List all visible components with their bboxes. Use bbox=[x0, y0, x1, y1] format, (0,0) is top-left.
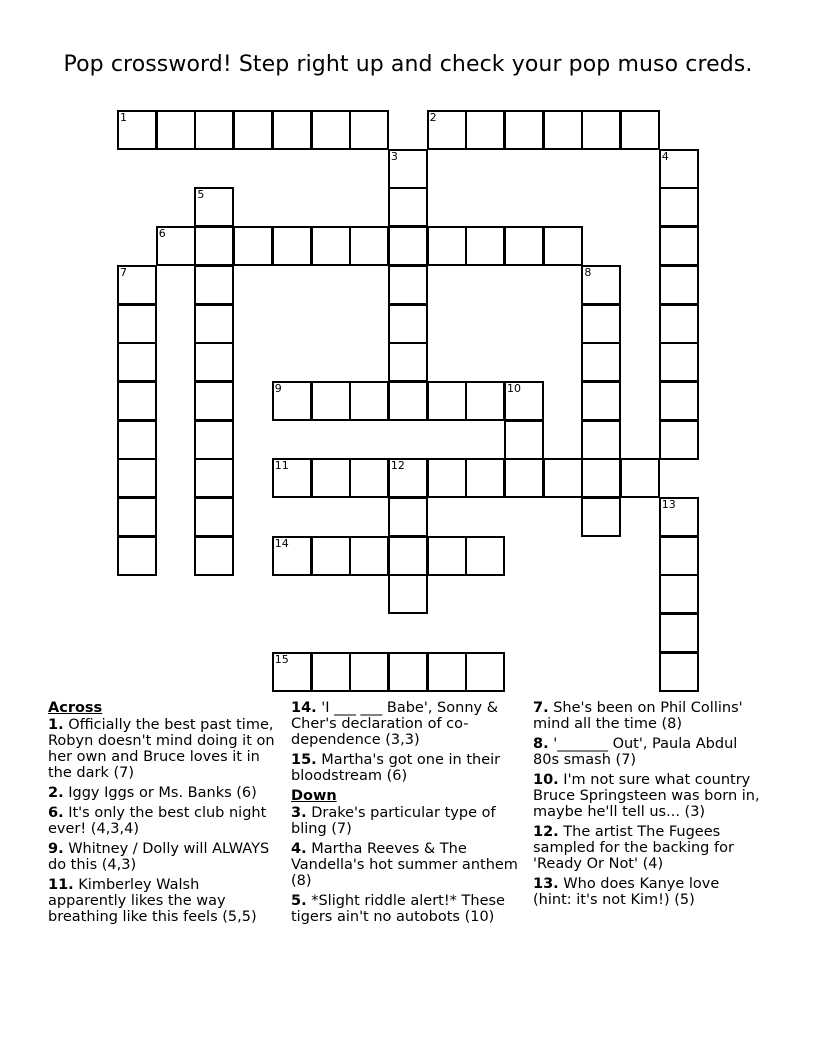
crossword-cell[interactable] bbox=[311, 458, 351, 498]
crossword-cell[interactable] bbox=[194, 536, 234, 576]
clue-item-number: 13. bbox=[533, 876, 559, 892]
crossword-cell[interactable] bbox=[465, 226, 505, 266]
crossword-cell[interactable] bbox=[659, 497, 699, 537]
clue-item-text: I'm not sure what country Bruce Springsteen was born in, maybe he'll tell us... (3) bbox=[533, 772, 760, 820]
clue-item-text: She's been on Phil Collins' mind all the time (8) bbox=[533, 700, 743, 732]
crossword-cell[interactable] bbox=[659, 652, 699, 692]
crossword-cell[interactable] bbox=[388, 149, 428, 189]
clue-item bbox=[48, 805, 280, 837]
crossword-cell[interactable] bbox=[311, 381, 351, 421]
crossword-cell[interactable] bbox=[581, 458, 621, 498]
clue-item bbox=[533, 700, 761, 732]
crossword-cell[interactable] bbox=[388, 652, 428, 692]
crossword-cell[interactable] bbox=[659, 536, 699, 576]
clue-number: 8 bbox=[584, 265, 592, 279]
crossword-cell[interactable] bbox=[311, 536, 351, 576]
clue-item bbox=[48, 841, 280, 873]
crossword-cell[interactable] bbox=[117, 304, 157, 344]
clue-item-text: Who does Kanye love (hint: it's not Kim!) (5) bbox=[533, 876, 720, 908]
puzzle-title: Pop crossword! Step right up and check your pop muso creds. bbox=[63, 52, 753, 77]
clue-item bbox=[533, 772, 761, 820]
crossword-cell[interactable] bbox=[272, 536, 312, 576]
crossword-cell[interactable] bbox=[581, 381, 621, 421]
clue-item-text: Whitney / Dolly will ALWAYS do this (4,3) bbox=[48, 841, 270, 873]
clue-item bbox=[48, 877, 280, 925]
crossword-cell[interactable] bbox=[543, 110, 583, 150]
crossword-cell[interactable] bbox=[659, 304, 699, 344]
crossword-cell[interactable] bbox=[272, 458, 312, 498]
clue-item-number: 3. bbox=[291, 805, 307, 821]
clue-item-text: Kimberley Walsh apparently likes the way breathing like this feels (5,5) bbox=[48, 877, 257, 925]
clue-item-number: 8. bbox=[533, 736, 549, 752]
crossword-cell[interactable] bbox=[194, 265, 234, 305]
clue-number: 5 bbox=[197, 188, 205, 202]
clue-item bbox=[48, 785, 280, 801]
crossword-cell[interactable] bbox=[659, 613, 699, 653]
clues-column-2 bbox=[291, 700, 527, 929]
crossword-cell[interactable] bbox=[194, 381, 234, 421]
clue-item-number: 11. bbox=[48, 877, 74, 893]
clue-number: 12 bbox=[390, 459, 405, 473]
crossword-cell[interactable] bbox=[349, 458, 389, 498]
clue-item-number: 6. bbox=[48, 805, 64, 821]
crossword-cell[interactable] bbox=[156, 110, 196, 150]
crossword-cell[interactable] bbox=[117, 458, 157, 498]
crossword-cell[interactable] bbox=[427, 226, 467, 266]
clue-number: 10 bbox=[507, 381, 521, 395]
crossword-cell[interactable] bbox=[465, 458, 505, 498]
down-clue-list bbox=[291, 805, 527, 925]
crossword-cell[interactable] bbox=[427, 110, 467, 150]
crossword-cell[interactable] bbox=[194, 187, 234, 227]
clue-item-number: 2. bbox=[48, 785, 64, 801]
across-clue-list-continued bbox=[291, 700, 527, 784]
clue-item bbox=[533, 824, 761, 872]
clue-item-text: Martha Reeves & The Vandella's hot summer anthem (8) bbox=[291, 841, 518, 889]
clue-number: 3 bbox=[390, 149, 398, 163]
crossword-cell[interactable] bbox=[581, 342, 621, 382]
crossword-cell[interactable] bbox=[581, 110, 621, 150]
crossword-cell[interactable] bbox=[233, 110, 273, 150]
crossword-cell[interactable] bbox=[349, 652, 389, 692]
clue-number: 11 bbox=[274, 459, 289, 473]
crossword-cell[interactable] bbox=[465, 110, 505, 150]
crossword-cell[interactable] bbox=[388, 536, 428, 576]
crossword-cell[interactable] bbox=[581, 497, 621, 537]
crossword-cell[interactable] bbox=[504, 420, 544, 460]
down-heading: Down bbox=[291, 788, 337, 804]
clue-item-text: Officially the best past time, Robyn doesn't mind doing it on her own and Bruce loves it in the dark (7) bbox=[48, 717, 275, 781]
crossword-cell[interactable] bbox=[465, 536, 505, 576]
crossword-cell[interactable] bbox=[117, 536, 157, 576]
crossword-cell[interactable] bbox=[427, 458, 467, 498]
crossword-cell[interactable] bbox=[117, 497, 157, 537]
crossword-cell[interactable] bbox=[504, 458, 544, 498]
crossword-cell[interactable] bbox=[388, 304, 428, 344]
crossword-cell[interactable] bbox=[581, 265, 621, 305]
crossword-cell[interactable] bbox=[117, 110, 157, 150]
crossword-cell[interactable] bbox=[504, 110, 544, 150]
clue-item-number: 10. bbox=[533, 772, 559, 788]
crossword-cell[interactable] bbox=[659, 420, 699, 460]
crossword-cell[interactable] bbox=[233, 226, 273, 266]
clue-item bbox=[291, 700, 527, 748]
clue-number: 14 bbox=[274, 536, 289, 550]
crossword-cell[interactable] bbox=[194, 497, 234, 537]
clue-item bbox=[291, 841, 527, 889]
clue-item-text: Drake's particular type of bling (7) bbox=[291, 805, 496, 837]
clue-item-number: 4. bbox=[291, 841, 307, 857]
crossword-cell[interactable] bbox=[388, 574, 428, 614]
crossword-cell[interactable] bbox=[349, 110, 389, 150]
clue-item-number: 9. bbox=[48, 841, 64, 857]
crossword-cell[interactable] bbox=[194, 304, 234, 344]
clue-number: 6 bbox=[158, 227, 166, 241]
crossword-cell[interactable] bbox=[272, 226, 312, 266]
crossword-cell[interactable] bbox=[194, 226, 234, 266]
clue-item-number: 14. bbox=[291, 700, 317, 716]
crossword-cell[interactable] bbox=[427, 381, 467, 421]
crossword-cell[interactable] bbox=[427, 536, 467, 576]
crossword-cell[interactable] bbox=[620, 110, 660, 150]
clue-item-text: It's only the best club night ever! (4,3,4) bbox=[48, 805, 267, 837]
clue-number: 15 bbox=[274, 652, 289, 666]
crossword-cell[interactable] bbox=[388, 381, 428, 421]
crossword-cell[interactable] bbox=[659, 149, 699, 189]
crossword-cell[interactable] bbox=[543, 458, 583, 498]
crossword-cell[interactable] bbox=[465, 381, 505, 421]
crossword-cell[interactable] bbox=[349, 226, 389, 266]
crossword-cell[interactable] bbox=[156, 226, 196, 266]
crossword-cell[interactable] bbox=[311, 652, 351, 692]
crossword-cell[interactable] bbox=[659, 574, 699, 614]
crossword-cell[interactable] bbox=[504, 381, 544, 421]
crossword-cell[interactable] bbox=[349, 381, 389, 421]
crossword-cell[interactable] bbox=[388, 458, 428, 498]
crossword-cell[interactable] bbox=[194, 342, 234, 382]
clue-number: 9 bbox=[274, 381, 282, 395]
clue-item-number: 7. bbox=[533, 700, 549, 716]
crossword-cell[interactable] bbox=[659, 187, 699, 227]
crossword-cell[interactable] bbox=[272, 110, 312, 150]
crossword-cell[interactable] bbox=[427, 652, 467, 692]
crossword-cell[interactable] bbox=[194, 110, 234, 150]
crossword-cell[interactable] bbox=[311, 110, 351, 150]
clue-item-number: 12. bbox=[533, 824, 559, 840]
clue-number: 1 bbox=[120, 111, 127, 124]
clue-item bbox=[291, 752, 527, 784]
crossword-cell[interactable] bbox=[581, 420, 621, 460]
clue-number: 2 bbox=[429, 111, 437, 124]
crossword-cell[interactable] bbox=[117, 381, 157, 421]
crossword-cell[interactable] bbox=[117, 420, 157, 460]
crossword-cell[interactable] bbox=[194, 420, 234, 460]
crossword-cell[interactable] bbox=[659, 342, 699, 382]
crossword-cell[interactable] bbox=[311, 226, 351, 266]
clue-item-text: '_______ Out', Paula Abdul 80s smash (7) bbox=[533, 736, 738, 768]
clue-number: 7 bbox=[120, 265, 127, 279]
crossword-cell[interactable] bbox=[272, 381, 312, 421]
crossword-cell[interactable] bbox=[388, 187, 428, 227]
clue-item-number: 15. bbox=[291, 752, 317, 768]
crossword-cell[interactable] bbox=[504, 226, 544, 266]
crossword-cell[interactable] bbox=[659, 381, 699, 421]
clue-item-text: 'I ___ ___ Babe', Sonny & Cher's declaration of co-dependence (3,3) bbox=[291, 700, 499, 748]
clues-column-3 bbox=[533, 700, 761, 912]
crossword-cell[interactable] bbox=[272, 652, 312, 692]
crossword-cell[interactable] bbox=[659, 226, 699, 266]
clue-item-text: *Slight riddle alert!* These tigers ain't no autobots (10) bbox=[291, 893, 505, 925]
clue-number: 4 bbox=[661, 149, 669, 163]
crossword-cell[interactable] bbox=[117, 265, 157, 305]
clue-item-text: The artist The Fugees sampled for the backing for 'Ready Or Not' (4) bbox=[533, 824, 734, 872]
crossword-cell[interactable] bbox=[581, 304, 621, 344]
clue-number: 13 bbox=[661, 498, 676, 511]
crossword-cell[interactable] bbox=[349, 536, 389, 576]
crossword-cell[interactable] bbox=[388, 265, 428, 305]
across-heading: Across bbox=[48, 700, 103, 716]
clue-item-number: 5. bbox=[291, 893, 307, 909]
clue-item bbox=[533, 736, 761, 768]
crossword-cell[interactable] bbox=[388, 497, 428, 537]
clue-item bbox=[291, 805, 527, 837]
crossword-cell[interactable] bbox=[543, 226, 583, 266]
clue-item-number: 1. bbox=[48, 717, 64, 733]
crossword-cell[interactable] bbox=[194, 458, 234, 498]
crossword-cell[interactable] bbox=[659, 265, 699, 305]
clue-item bbox=[291, 893, 527, 925]
crossword-cell[interactable] bbox=[388, 226, 428, 266]
down-clue-list-continued bbox=[533, 700, 761, 908]
across-clue-list bbox=[48, 717, 280, 925]
crossword-cell[interactable] bbox=[388, 342, 428, 382]
clue-item bbox=[48, 717, 280, 781]
crossword-cell[interactable] bbox=[117, 342, 157, 382]
clues-column-1 bbox=[48, 700, 280, 929]
crossword-cell[interactable] bbox=[620, 458, 660, 498]
clue-item bbox=[533, 876, 761, 908]
clue-item-text: Martha's got one in their bloodstream (6) bbox=[291, 752, 501, 784]
crossword-cell[interactable] bbox=[465, 652, 505, 692]
clue-item-text: Iggy Iggs or Ms. Banks (6) bbox=[63, 785, 257, 801]
